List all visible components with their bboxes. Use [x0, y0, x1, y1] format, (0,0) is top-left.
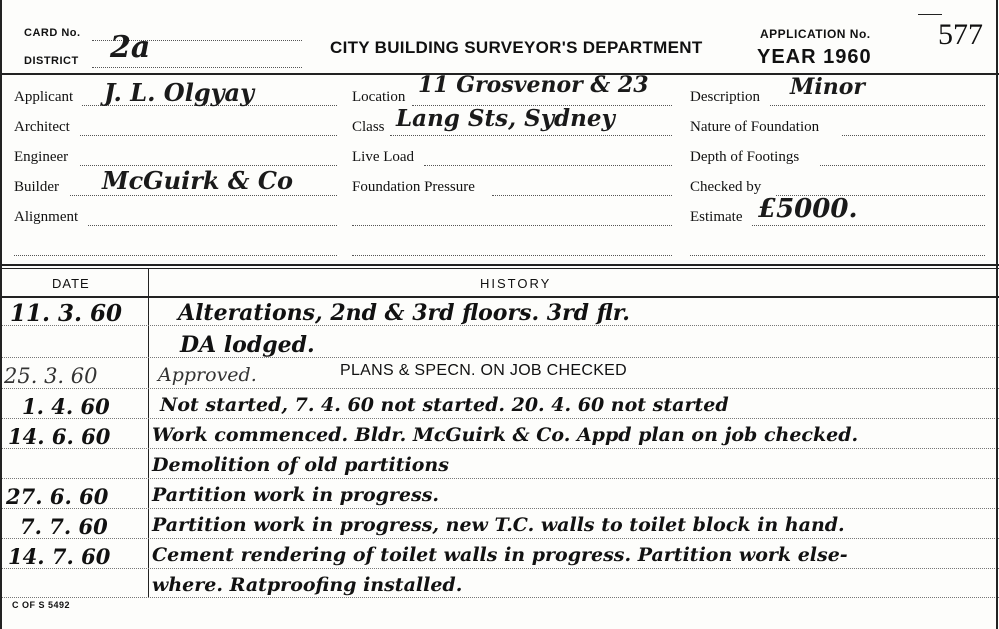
- row-line: [0, 388, 999, 389]
- history-entry: Partition work in progress, new T.C. walls to toilet block in hand.: [152, 514, 845, 536]
- history-entry: Work commenced. Bldr. McGuirk & Co. Appd plan on job checked.: [152, 424, 859, 446]
- district-label: DISTRICT: [24, 55, 79, 67]
- card-left-edge: [0, 0, 2, 629]
- card-right-edge: [996, 0, 998, 629]
- description-line: [770, 105, 985, 106]
- depth-line: [820, 165, 985, 166]
- location-label: Location: [352, 89, 406, 105]
- description-value: Minor: [790, 74, 865, 100]
- row-line: [0, 597, 999, 598]
- class-value: Lang Sts, Sydney: [396, 105, 615, 132]
- live-load-label: Live Load: [352, 149, 415, 165]
- history-date: 11. 3. 60: [10, 300, 123, 327]
- history-entry: Alterations, 2nd & 3rd floors. 3rd flr.: [178, 300, 630, 326]
- history-header: HISTORY: [480, 276, 552, 291]
- form-code: C OF S 5492: [12, 600, 71, 610]
- row-line: [0, 357, 999, 358]
- district-line: [92, 67, 302, 68]
- foundation-pressure-line: [492, 195, 672, 196]
- appno-mark: [918, 14, 942, 15]
- blank-line-3: [352, 255, 672, 256]
- application-no-label: APPLICATION No.: [760, 27, 871, 41]
- row-line: [0, 478, 999, 479]
- nature-of-foundation-label: Nature of Foundation: [690, 119, 820, 135]
- alignment-line: [88, 225, 337, 226]
- history-date: 14. 6. 60: [8, 424, 111, 449]
- checked-stamp: PLANS & SPECN. ON JOB CHECKED: [340, 362, 627, 379]
- year-label: YEAR 1960: [757, 46, 872, 68]
- history-date: 27. 6. 60: [6, 484, 109, 509]
- row-line: [0, 568, 999, 569]
- applicant-label: Applicant: [14, 89, 74, 105]
- estimate-line: [752, 225, 985, 226]
- history-entry: Demolition of old partitions: [152, 454, 449, 476]
- history-date: 25. 3. 60: [4, 364, 98, 388]
- row-line: [0, 418, 999, 419]
- checked-by-label: Checked by: [690, 179, 762, 195]
- blank-line-4: [690, 255, 985, 256]
- builder-line: [70, 195, 337, 196]
- card-title: CITY BUILDING SURVEYOR'S DEPARTMENT: [330, 38, 703, 57]
- history-entry: Approved.: [158, 364, 257, 386]
- application-number: 577: [938, 18, 983, 51]
- builder-label: Builder: [14, 179, 59, 195]
- engineer-label: Engineer: [14, 149, 69, 165]
- architect-line: [80, 135, 337, 136]
- foundation-pressure-label: Foundation Pressure: [352, 179, 475, 195]
- date-header: DATE: [52, 276, 90, 291]
- estimate-label: Estimate: [690, 209, 743, 225]
- estimate-value: £5000.: [758, 194, 858, 224]
- history-top-rule-2: [0, 268, 999, 269]
- history-entry: DA lodged.: [180, 332, 315, 358]
- history-entry: Partition work in progress.: [152, 484, 440, 506]
- description-label: Description: [690, 89, 760, 105]
- builder-value: McGuirk & Co: [102, 166, 294, 195]
- date-column-divider: [148, 268, 149, 598]
- nature-line: [842, 135, 985, 136]
- row-line: [0, 538, 999, 539]
- blank-line-2: [352, 225, 672, 226]
- card-no-label: CARD No.: [24, 27, 81, 39]
- history-top-rule-1: [0, 264, 999, 266]
- live-load-line: [424, 165, 672, 166]
- location-value: 11 Grosvenor & 23: [418, 72, 649, 98]
- alignment-label: Alignment: [14, 209, 79, 225]
- class-label: Class: [352, 119, 385, 135]
- architect-label: Architect: [14, 119, 70, 135]
- history-entry: where. Ratproofing installed.: [152, 574, 463, 596]
- history-header-rule: [0, 296, 999, 298]
- class-line: [390, 135, 672, 136]
- depth-of-footings-label: Depth of Footings: [690, 149, 800, 165]
- history-date: 1. 4. 60: [22, 394, 110, 419]
- blank-line-1: [14, 255, 337, 256]
- history-date: 14. 7. 60: [8, 544, 111, 569]
- applicant-value: J. L. Olgyay: [104, 78, 255, 107]
- history-entry: Not started, 7. 4. 60 not started. 20. 4. 60 not started: [160, 394, 729, 416]
- row-line: [0, 448, 999, 449]
- history-date: 7. 7. 60: [20, 514, 108, 539]
- row-line: [0, 508, 999, 509]
- history-entry: Cement rendering of toilet walls in progress. Partition work else-: [152, 544, 848, 566]
- district-value: 2a: [110, 30, 151, 65]
